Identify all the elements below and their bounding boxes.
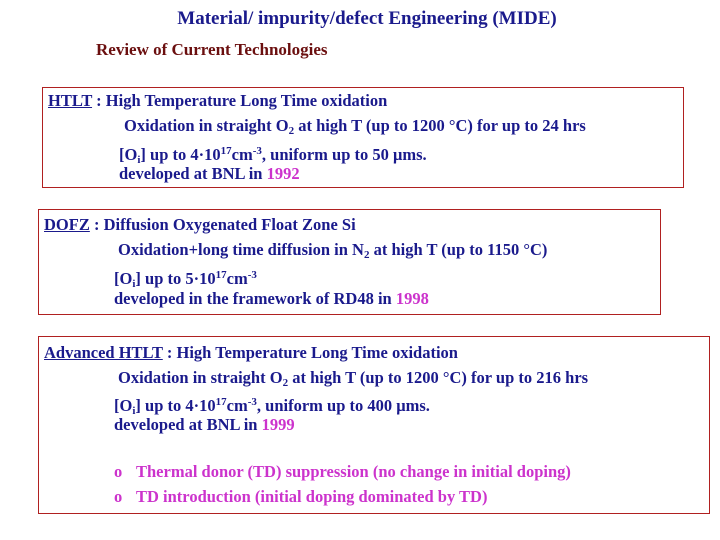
advanced-year: 1999	[261, 415, 295, 434]
dofz-line-3	[114, 289, 429, 309]
page-title: Material/ impurity/defect Engineering (MIDE)	[177, 8, 557, 29]
dofz-year: 1998	[395, 289, 429, 308]
htlt-line2-b: ] up to 4·10	[140, 145, 221, 164]
dofz-tag: DOFZ	[44, 215, 90, 234]
htlt-line2-a: [O	[119, 145, 138, 164]
dofz-line2-sub: i	[132, 278, 136, 290]
dofz-line2-c: cm	[226, 269, 248, 288]
advanced-tag: Advanced HTLT	[44, 343, 163, 362]
advanced-heading-line	[44, 343, 458, 363]
dofz-line2-sup2: -3	[247, 269, 257, 281]
dofz-separator: :	[89, 215, 104, 234]
dofz-heading-line	[44, 215, 356, 235]
dofz-line2-sup: 17	[215, 269, 227, 281]
page-subtitle: Review of Current Technologies	[96, 40, 328, 59]
dofz-line1-text: Oxidation+long time diffusion in N	[118, 240, 364, 259]
dofz-line1-text-b: at high T (up to 1150 °C)	[369, 240, 548, 259]
bullet-item	[114, 487, 487, 507]
advanced-line2-d: , uniform up to 400 μms.	[256, 396, 430, 415]
htlt-line1-text-b: at high T (up to 1200 °C) for up to 24 hrs	[294, 116, 586, 135]
htlt-line2-sup: 17	[220, 145, 232, 157]
dofz-line2-b: ] up to 5·10	[135, 269, 216, 288]
htlt-heading-line	[48, 91, 387, 111]
htlt-year: 1992	[266, 164, 300, 183]
advanced-line-1	[118, 368, 588, 393]
htlt-line2-sup2: -3	[252, 145, 262, 157]
dofz-line3-text: developed in the framework of RD48 in	[114, 289, 396, 308]
htlt-line2-d: , uniform up to 50 μms.	[261, 145, 427, 164]
advanced-line1-subscript: 2	[282, 377, 289, 389]
htlt-line-3	[119, 164, 300, 184]
advanced-line2-b: ] up to 4·10	[135, 396, 216, 415]
dofz-line2-a: [O	[114, 269, 133, 288]
advanced-line2-a: [O	[114, 396, 133, 415]
htlt-line1-subscript: 2	[288, 125, 295, 137]
advanced-line1-text-b: at high T (up to 1200 °C) for up to 216 hrs	[288, 368, 589, 387]
advanced-line2-sub: i	[132, 405, 136, 417]
htlt-heading: High Temperature Long Time oxidation	[105, 91, 388, 110]
dofz-line1-subscript: 2	[363, 249, 370, 261]
htlt-separator: :	[92, 91, 106, 110]
advanced-separator: :	[162, 343, 177, 362]
advanced-line2-sup2: -3	[247, 396, 257, 408]
dofz-heading: Diffusion Oxygenated Float Zone Si	[103, 215, 356, 234]
advanced-line1-text: Oxidation in straight O	[118, 368, 283, 387]
htlt-line2-c: cm	[231, 145, 253, 164]
bullet-text: TD introduction (initial doping dominated by TD)	[136, 487, 488, 506]
advanced-line3-text: developed at BNL in	[114, 415, 262, 434]
advanced-line2-sup: 17	[215, 396, 227, 408]
dofz-line-1	[118, 240, 547, 265]
advanced-line-3	[114, 415, 295, 435]
bullet-text: Thermal donor (TD) suppression (no change in initial doping)	[136, 462, 571, 481]
htlt-line3-text: developed at BNL in	[119, 164, 267, 183]
bullet-item	[114, 462, 571, 482]
bullet-marker: o	[114, 462, 123, 481]
bullet-marker: o	[114, 487, 123, 506]
htlt-line2-sub: i	[137, 154, 141, 166]
advanced-line2-c: cm	[226, 396, 248, 415]
htlt-line1-text: Oxidation in straight O	[124, 116, 289, 135]
htlt-tag: HTLT	[48, 91, 93, 110]
advanced-heading: High Temperature Long Time oxidation	[176, 343, 458, 362]
htlt-line-1	[124, 116, 586, 141]
